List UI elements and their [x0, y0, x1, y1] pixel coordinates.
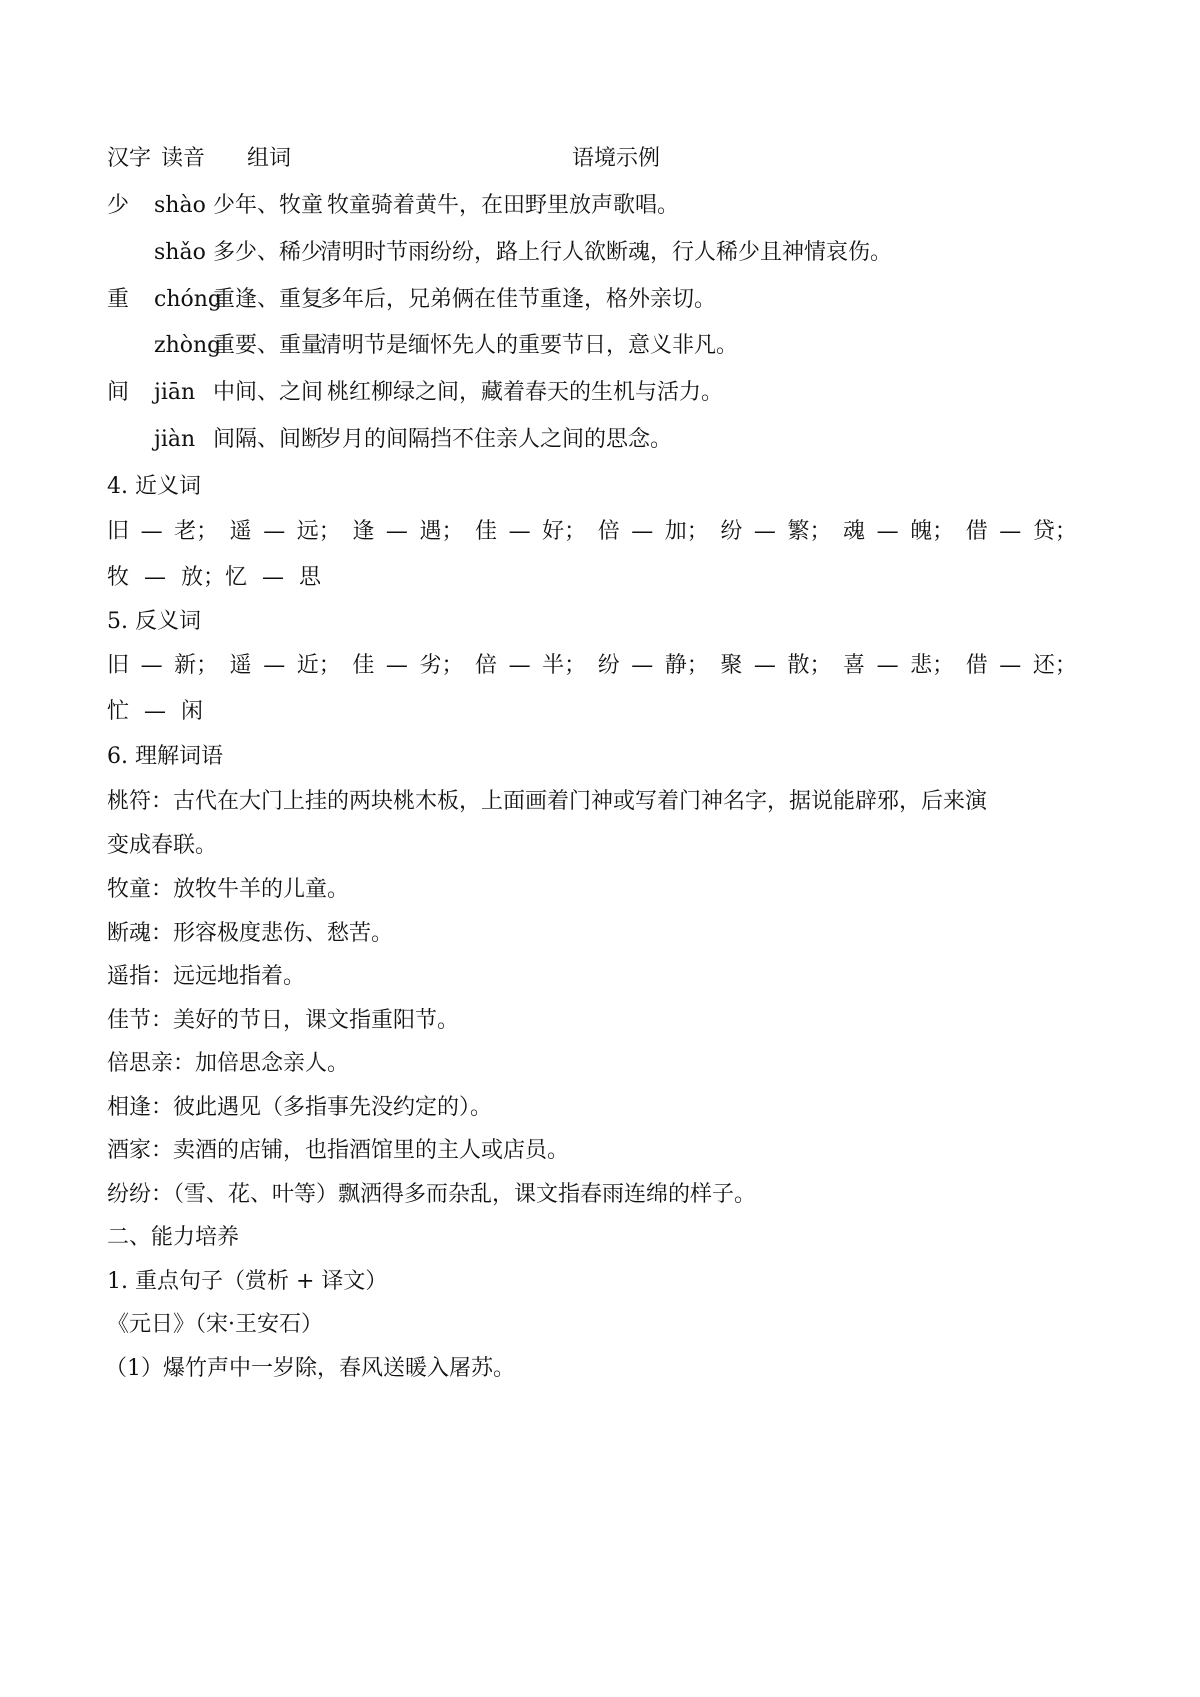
row-words: 多少、稀少 — [213, 240, 324, 265]
antonym-token: 劣； — [419, 653, 464, 678]
antonym-token: 还； — [1032, 653, 1077, 678]
antonym-token: 借 — [965, 653, 988, 678]
row-words: 重逢、重复 — [213, 287, 324, 312]
row-words: 少年、牧童 — [213, 193, 324, 218]
vocab-item: 相逢：彼此遇见（多指事先没约定的）。 — [107, 1095, 493, 1120]
synonym-token: 倍 — [597, 519, 620, 544]
antonym-token: — — [876, 653, 899, 678]
antonym-token: — — [140, 653, 163, 678]
antonym-token: 倍 — [475, 653, 498, 678]
ability-heading: 二、能力培养 — [107, 1225, 240, 1250]
synonym-token: — — [385, 519, 408, 544]
antonym-token: 喜 — [843, 653, 866, 678]
antonym-token: — — [753, 653, 776, 678]
row-char: 间 — [107, 380, 130, 405]
row-char: 少 — [107, 193, 130, 218]
poem-title: 《元日》（宋·王安石） — [107, 1312, 323, 1337]
synonym-token: 加； — [664, 519, 709, 544]
vocab-item: 佳节：美好的节日，课文指重阳节。 — [107, 1008, 460, 1033]
row-pinyin: zhòng — [154, 333, 222, 358]
row-pinyin: chóng — [154, 287, 222, 312]
vocab-item-taofu-cont: 变成春联。 — [107, 833, 218, 858]
synonyms-heading: 4. 近义词 — [107, 474, 201, 499]
poem-line: （1）爆竹声中一岁除，春风送暖入屠苏。 — [105, 1356, 515, 1381]
row-words: 重要、重量 — [213, 333, 324, 358]
row-words: 中间、之间 — [213, 380, 324, 405]
antonym-token: 旧 — [107, 653, 130, 678]
synonym-token: — — [140, 519, 163, 544]
antonym-token: — — [508, 653, 531, 678]
antonym-token: 散； — [787, 653, 832, 678]
synonym-token: 遇； — [419, 519, 464, 544]
synonym-token: 逢 — [352, 519, 375, 544]
synonym-token: 纷 — [720, 519, 743, 544]
row-pinyin: shǎo — [154, 240, 206, 265]
header-pinyin: 读音 — [161, 146, 206, 171]
synonyms-line: 牧 — 放；忆 — 思 — [107, 565, 321, 590]
header-example: 语境示例 — [572, 146, 661, 171]
key-sentences-heading: 1. 重点句子（赏析 + 译文） — [107, 1269, 388, 1294]
row-pinyin: shào — [154, 193, 206, 218]
header-words: 组词 — [247, 146, 292, 171]
synonym-token: 借 — [965, 519, 988, 544]
synonym-token: 好； — [542, 519, 587, 544]
synonym-token: — — [631, 519, 654, 544]
synonym-token: 老； — [174, 519, 219, 544]
synonym-token: 远； — [296, 519, 341, 544]
antonym-token: — — [385, 653, 408, 678]
vocab-item-taofu: 桃符：古代在大门上挂的两块桃木板，上面画着门神或写着门神名字，据说能辟邪，后来演 — [107, 789, 988, 814]
synonym-token: — — [508, 519, 531, 544]
vocab-item: 纷纷：（雪、花、叶等）飘洒得多而杂乱，课文指春雨连绵的样子。 — [107, 1182, 757, 1207]
row-words: 间隔、间断 — [213, 427, 324, 452]
synonym-token: 旧 — [107, 519, 130, 544]
antonyms-heading: 5. 反义词 — [107, 609, 201, 634]
synonym-token: 魄； — [910, 519, 955, 544]
header-char: 汉字 — [107, 146, 152, 171]
antonym-token: 纷 — [597, 653, 620, 678]
antonym-token: 佳 — [352, 653, 375, 678]
vocab-heading: 6. 理解词语 — [107, 744, 223, 769]
vocab-item: 牧童：放牧牛羊的儿童。 — [107, 877, 350, 902]
antonyms-line — [107, 651, 1077, 681]
row-pinyin: jiān — [154, 380, 196, 405]
synonym-token: — — [753, 519, 776, 544]
row-example: 清明节是缅怀先人的重要节日，意义非凡。 — [320, 333, 739, 358]
antonym-token: — — [263, 653, 286, 678]
vocab-item: 酒家：卖酒的店铺，也指酒馆里的主人或店员。 — [107, 1138, 570, 1163]
vocab-item: 遥指：远远地指着。 — [107, 964, 306, 989]
antonym-token: 新； — [174, 653, 219, 678]
row-example: 多年后，兄弟俩在佳节重逢，格外亲切。 — [320, 287, 717, 312]
row-pinyin: jiàn — [154, 427, 196, 452]
synonym-token: — — [999, 519, 1022, 544]
synonym-token: — — [263, 519, 286, 544]
synonym-token: 魂 — [843, 519, 866, 544]
vocab-item: 断魂：形容极度悲伤、愁苦。 — [107, 921, 394, 946]
antonym-token: 静； — [664, 653, 709, 678]
synonym-token: — — [876, 519, 899, 544]
synonyms-line — [107, 517, 1077, 547]
synonym-token: 繁； — [787, 519, 832, 544]
antonym-token: 聚 — [720, 653, 743, 678]
synonym-token: 贷； — [1032, 519, 1077, 544]
antonym-token: 遥 — [229, 653, 252, 678]
row-example: 岁月的间隔挡不住亲人之间的思念。 — [320, 427, 673, 452]
synonym-token: 佳 — [475, 519, 498, 544]
row-example: 桃红柳绿之间，藏着春天的生机与活力。 — [327, 380, 724, 405]
antonym-token: 悲； — [910, 653, 955, 678]
synonym-token: 遥 — [229, 519, 252, 544]
antonyms-line: 忙 — 闲 — [107, 699, 203, 724]
antonym-token: 半； — [542, 653, 587, 678]
row-example: 清明时节雨纷纷，路上行人欲断魂，行人稀少且神情哀伤。 — [320, 240, 893, 265]
antonym-token: 近； — [296, 653, 341, 678]
row-example: 牧童骑着黄牛，在田野里放声歌唱。 — [327, 193, 680, 218]
row-char: 重 — [107, 287, 130, 312]
antonym-token: — — [999, 653, 1022, 678]
antonym-token: — — [631, 653, 654, 678]
vocab-item: 倍思亲：加倍思念亲人。 — [107, 1051, 350, 1076]
